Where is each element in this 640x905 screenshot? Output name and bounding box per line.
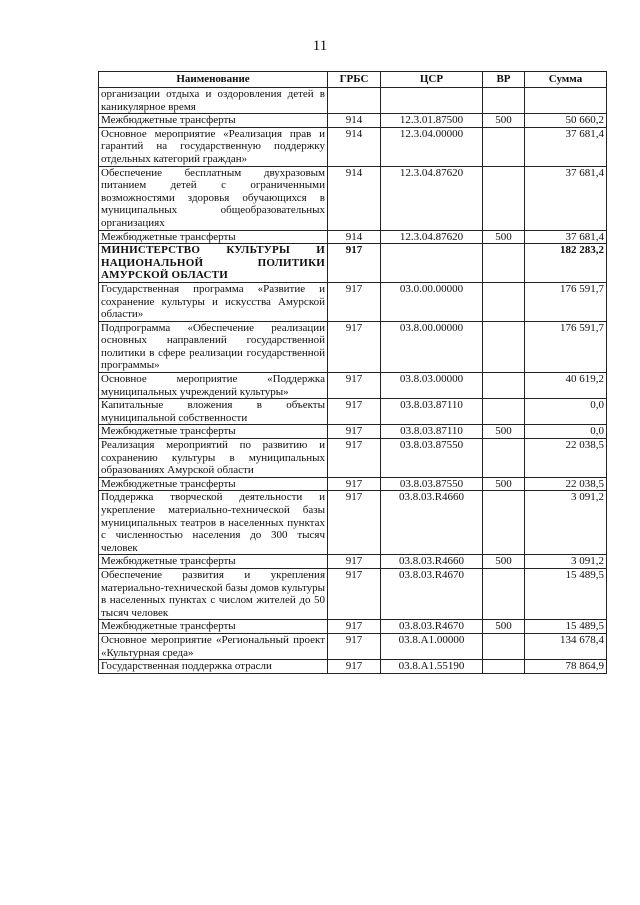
table-row (99, 373, 607, 399)
page-number: 11 (312, 38, 328, 54)
cell-vr (483, 660, 525, 674)
table-row (99, 477, 607, 491)
cell-sum: 134 678,4 (525, 633, 607, 659)
table-row (99, 244, 607, 283)
table-header-row (99, 72, 607, 88)
cell-grbs: 917 (328, 373, 381, 399)
cell-csr (381, 244, 483, 283)
table-row (99, 555, 607, 569)
cell-vr (483, 399, 525, 425)
cell-csr: 03.8.A1.00000 (381, 633, 483, 659)
cell-sum: 3 091,2 (525, 555, 607, 569)
cell-csr: 03.8.A1.55190 (381, 660, 483, 674)
cell-vr: 500 (483, 555, 525, 569)
table-row (99, 88, 607, 114)
header-name: Наименование (99, 72, 328, 88)
cell-sum: 176 591,7 (525, 282, 607, 321)
budget-table (98, 71, 607, 674)
cell-sum: 15 489,5 (525, 568, 607, 619)
cell-sum: 37 681,4 (525, 230, 607, 244)
cell-grbs: 917 (328, 555, 381, 569)
cell-sum: 22 038,5 (525, 477, 607, 491)
cell-name: Основное мероприятие «Региональный проект «Культурная среда» (99, 633, 328, 659)
cell-vr (483, 244, 525, 283)
cell-sum: 15 489,5 (525, 620, 607, 634)
header-vr: ВР (483, 72, 525, 88)
cell-csr: 12.3.04.87620 (381, 230, 483, 244)
cell-name: Капитальные вложения в объекты муниципальной собственности (99, 399, 328, 425)
header-grbs: ГРБС (328, 72, 381, 88)
cell-vr: 500 (483, 425, 525, 439)
cell-vr (483, 439, 525, 478)
cell-vr (483, 568, 525, 619)
table-row (99, 321, 607, 372)
cell-name: Подпрограмма «Обеспечение реализации основных направлений государственной политики в сфере реализации государственной программы» (99, 321, 328, 372)
cell-grbs: 917 (328, 439, 381, 478)
cell-csr: 03.8.03.87550 (381, 477, 483, 491)
cell-name: Межбюджетные трансферты (99, 555, 328, 569)
cell-grbs: 917 (328, 425, 381, 439)
cell-csr: 12.3.04.00000 (381, 127, 483, 166)
cell-sum: 22 038,5 (525, 439, 607, 478)
cell-csr: 03.8.03.R4670 (381, 568, 483, 619)
cell-sum: 37 681,4 (525, 166, 607, 230)
table-row (99, 568, 607, 619)
table-row (99, 127, 607, 166)
cell-csr: 03.0.00.00000 (381, 282, 483, 321)
cell-name: Обеспечение бесплатным двухразовым питанием детей с ограниченными возможностями здоровья обучающихся в муниципальных общеобразовательных организациях (99, 166, 328, 230)
cell-csr: 12.3.01.87500 (381, 114, 483, 128)
cell-name: Основное мероприятие «Реализация прав и гарантий на государственную поддержку отдельных категорий граждан» (99, 127, 328, 166)
cell-vr (483, 321, 525, 372)
cell-grbs: 917 (328, 633, 381, 659)
cell-grbs: 917 (328, 491, 381, 555)
cell-name: Обеспечение развития и укрепления материально-технической базы домов культуры в населенных пунктах с числом жителей до 50 тысяч человек (99, 568, 328, 619)
cell-grbs: 917 (328, 477, 381, 491)
table-row (99, 425, 607, 439)
cell-sum: 176 591,7 (525, 321, 607, 372)
cell-name: Реализация мероприятий по развитию и сохранению культуры в муниципальных образованиях Амурской области (99, 439, 328, 478)
header-sum: Сумма (525, 72, 607, 88)
table-row (99, 166, 607, 230)
table-body (99, 88, 607, 674)
header-csr: ЦСР (381, 72, 483, 88)
cell-sum: 3 091,2 (525, 491, 607, 555)
cell-grbs: 914 (328, 114, 381, 128)
cell-grbs: 917 (328, 244, 381, 283)
cell-csr: 03.8.03.87110 (381, 399, 483, 425)
cell-name: организации отдыха и оздоровления детей в каникулярное время (99, 88, 328, 114)
cell-csr: 03.8.03.87550 (381, 439, 483, 478)
cell-vr (483, 282, 525, 321)
cell-name: МИНИСТЕРСТВО КУЛЬТУРЫ И НАЦИОНАЛЬНОЙ ПОЛИТИКИ АМУРСКОЙ ОБЛАСТИ (99, 244, 328, 283)
cell-sum: 37 681,4 (525, 127, 607, 166)
cell-csr: 12.3.04.87620 (381, 166, 483, 230)
cell-vr (483, 166, 525, 230)
cell-name: Межбюджетные трансферты (99, 425, 328, 439)
cell-sum: 0,0 (525, 425, 607, 439)
cell-grbs: 917 (328, 399, 381, 425)
table-row (99, 620, 607, 634)
cell-csr (381, 88, 483, 114)
cell-sum (525, 88, 607, 114)
cell-vr (483, 373, 525, 399)
table-row (99, 491, 607, 555)
cell-name: Межбюджетные трансферты (99, 477, 328, 491)
table-row (99, 282, 607, 321)
table-row (99, 633, 607, 659)
cell-sum: 78 864,9 (525, 660, 607, 674)
cell-name: Межбюджетные трансферты (99, 114, 328, 128)
cell-grbs (328, 88, 381, 114)
cell-sum: 50 660,2 (525, 114, 607, 128)
cell-name: Поддержка творческой деятельности и укрепление материально-технической базы муниципальных театров в населенных пунктах с численностью населения до 300 тысяч человек (99, 491, 328, 555)
cell-grbs: 917 (328, 568, 381, 619)
cell-csr: 03.8.03.R4660 (381, 555, 483, 569)
cell-vr (483, 127, 525, 166)
cell-csr: 03.8.03.R4660 (381, 491, 483, 555)
cell-grbs: 917 (328, 321, 381, 372)
cell-grbs: 914 (328, 127, 381, 166)
cell-sum: 40 619,2 (525, 373, 607, 399)
cell-name: Межбюджетные трансферты (99, 230, 328, 244)
cell-csr: 03.8.03.87110 (381, 425, 483, 439)
cell-grbs: 914 (328, 166, 381, 230)
cell-vr (483, 633, 525, 659)
cell-csr: 03.8.03.00000 (381, 373, 483, 399)
cell-name: Государственная поддержка отрасли (99, 660, 328, 674)
cell-vr: 500 (483, 620, 525, 634)
cell-sum: 0,0 (525, 399, 607, 425)
table-row (99, 114, 607, 128)
cell-name: Основное мероприятие «Поддержка муниципальных учреждений культуры» (99, 373, 328, 399)
cell-vr: 500 (483, 114, 525, 128)
table-row (99, 230, 607, 244)
table-row (99, 660, 607, 674)
cell-vr: 500 (483, 477, 525, 491)
cell-vr (483, 88, 525, 114)
cell-vr (483, 491, 525, 555)
cell-grbs: 917 (328, 620, 381, 634)
cell-csr: 03.8.00.00000 (381, 321, 483, 372)
table-row (99, 439, 607, 478)
cell-grbs: 917 (328, 660, 381, 674)
table-row (99, 399, 607, 425)
cell-grbs: 917 (328, 282, 381, 321)
cell-name: Межбюджетные трансферты (99, 620, 328, 634)
cell-sum: 182 283,2 (525, 244, 607, 283)
cell-csr: 03.8.03.R4670 (381, 620, 483, 634)
cell-grbs: 914 (328, 230, 381, 244)
cell-vr: 500 (483, 230, 525, 244)
cell-name: Государственная программа «Развитие и сохранение культуры и искусства Амурской области» (99, 282, 328, 321)
